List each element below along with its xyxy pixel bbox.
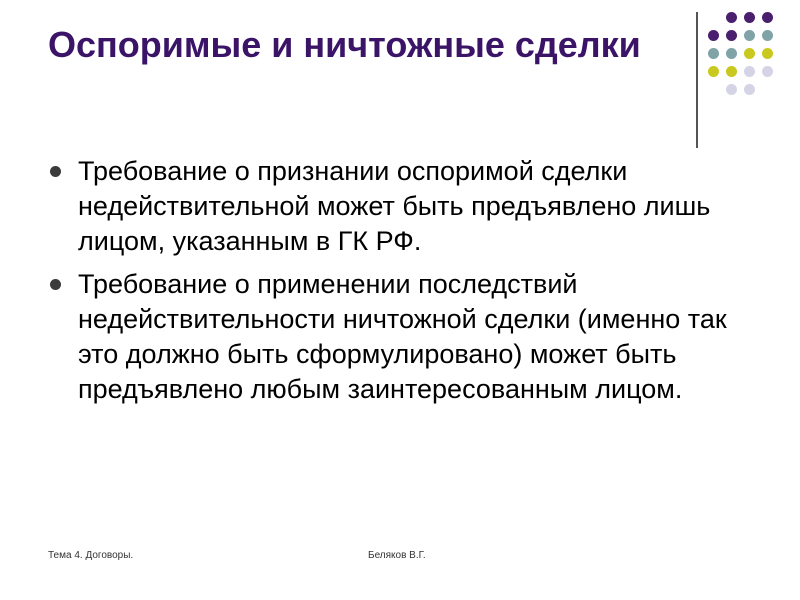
footer-topic: Тема 4. Договоры. xyxy=(48,550,134,561)
vertical-divider xyxy=(696,12,698,148)
decorative-dot xyxy=(762,66,773,77)
bullet-text: Требование о признании оспоримой сделки недействительной может быть предъявлено лишь лицом, указанным в ГК РФ. xyxy=(78,156,711,256)
decorative-dot xyxy=(762,48,773,59)
decorative-dot xyxy=(708,66,719,77)
decorative-dot xyxy=(726,48,737,59)
slide-title: Оспоримые и ничтожные сделки xyxy=(48,24,641,65)
decorative-dot xyxy=(708,48,719,59)
bullet-list xyxy=(48,154,768,415)
bullet-item xyxy=(48,267,768,407)
decorative-dot xyxy=(762,12,773,23)
decorative-dot xyxy=(744,48,755,59)
decorative-dot xyxy=(762,30,773,41)
decorative-dot xyxy=(726,30,737,41)
decorative-dot xyxy=(708,30,719,41)
decorative-dot xyxy=(726,12,737,23)
bullet-item xyxy=(48,154,768,259)
decorative-dot xyxy=(744,12,755,23)
bullet-text: Требование о применении последствий недействительности ничтожной сделки (именно так это должно быть сформулировано) может быть предъявлено любым заинтересованным лицом. xyxy=(78,269,727,404)
decorative-dot-grid xyxy=(708,12,788,132)
bullet-icon xyxy=(50,279,61,290)
decorative-dot xyxy=(726,66,737,77)
decorative-dot xyxy=(744,30,755,41)
decorative-dot xyxy=(744,84,755,95)
footer-author: Беляков В.Г. xyxy=(368,550,426,561)
decorative-dot xyxy=(744,66,755,77)
decorative-dot xyxy=(726,84,737,95)
bullet-icon xyxy=(50,166,61,177)
